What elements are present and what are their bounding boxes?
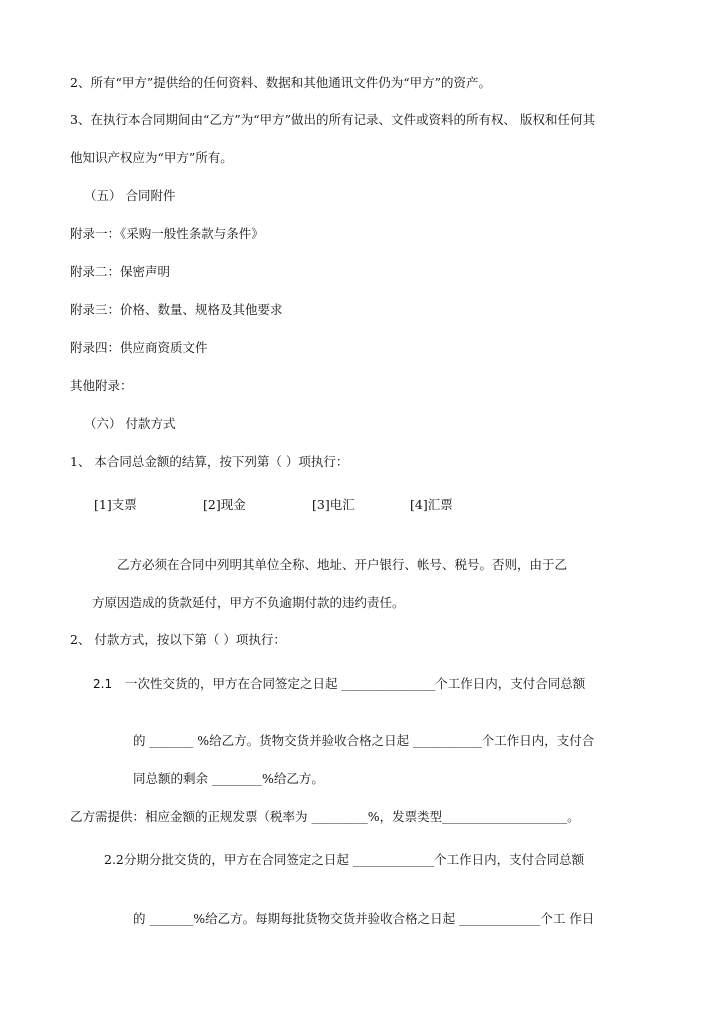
option-check: [1]支票: [94, 497, 137, 512]
invoice-requirement: 乙方需提供：相应金额的正规发票（税率为 _________%，发票类型____________________。: [70, 809, 580, 824]
section-5-heading: （五） 合同附件: [84, 188, 176, 203]
clause-2-1-number: 2.1: [93, 677, 113, 691]
clause-2-materials-ownership: 2、所有“甲方”提供给的任何资料、数据和其他通讯文件仍为“甲方”的资产。: [70, 75, 492, 90]
appendix-2: 附录二：保密声明: [70, 264, 171, 279]
supplier-info-requirement: 乙方必须在合同中列明其单位全称、地址、开户银行、帐号、税号。否则，由于乙: [117, 557, 568, 572]
appendix-3: 附录三：价格、数量、规格及其他要求: [70, 302, 283, 317]
clause-3-ip-ownership-cont: 他知识产权应为“甲方”所有。: [70, 150, 233, 165]
appendix-4: 附录四：供应商资质文件: [70, 340, 208, 355]
option-wire-transfer: [3]电汇: [312, 497, 355, 512]
appendix-1: 附录一：《采购一般性条款与条件》: [70, 226, 264, 241]
other-appendix: 其他附录：: [70, 378, 133, 393]
section-6-heading: （六） 付款方式: [84, 416, 176, 431]
clause-2-2-text-cont: 的 _______%给乙方。每期每批货物交货并验收合格之日起 _____________个工 作日: [133, 911, 595, 926]
clause-2-2-text: 2.2分期分批交货的，甲方在合同签定之日起 _____________个工作日内，支付合同总额: [104, 852, 585, 867]
clause-2-1-text: 一次性交货的，甲方在合同签定之日起 _______________个工作日内，支付合同总额: [125, 676, 586, 691]
clause-2-1-text-cont: 的 _______ %给乙方。货物交货并验收合格之日起 ___________个工作日内，支付合: [133, 733, 595, 748]
clause-2-1-text-end: 同总额的剩余 ________%给乙方。: [133, 771, 324, 786]
option-draft: [4]汇票: [410, 497, 453, 512]
payment-clause-1: 1、 本合同总金额的结算，按下列第（ ）项执行：: [70, 454, 349, 469]
clause-3-ip-ownership: 3、在执行本合同期间由“乙方”为“甲方”做出的所有记录、文件或资料的所有权、 版权和任何其: [70, 112, 595, 127]
payment-clause-2: 2、 付款方式，按以下第（ ）项执行：: [70, 632, 286, 647]
option-cash: [2]现金: [203, 497, 246, 512]
supplier-info-requirement-cont: 方原因造成的货款延付，甲方不负逾期付款的违约责任。: [92, 595, 405, 610]
